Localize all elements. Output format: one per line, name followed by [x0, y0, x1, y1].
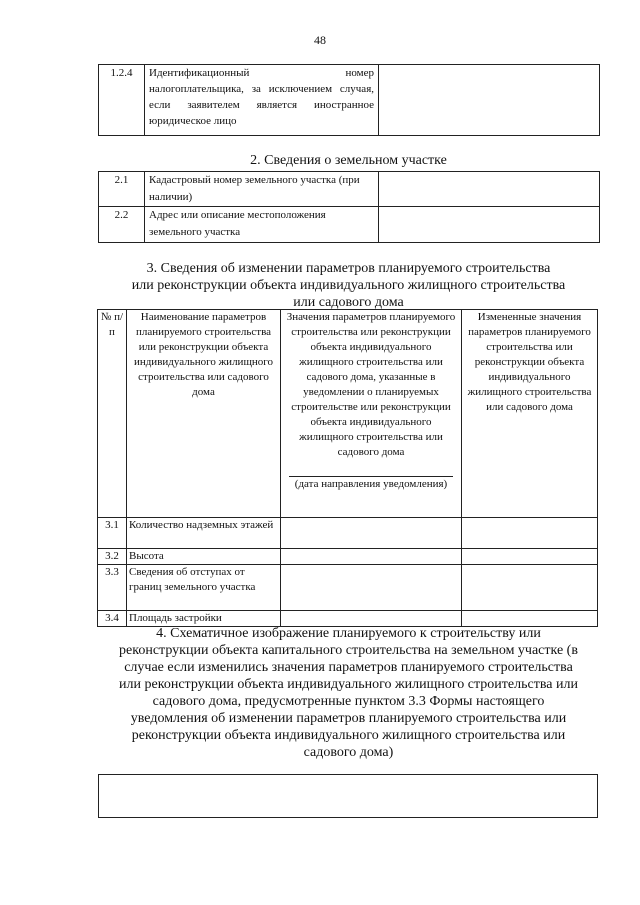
- row-value-field[interactable]: [379, 172, 600, 207]
- section-3-title: [98, 260, 599, 311]
- section-3-title-line: или реконструкции объекта индивидуального жилищного строительства: [131, 278, 566, 293]
- table-parameter-changes: [97, 309, 598, 627]
- row-number: 1.2.4: [99, 65, 145, 136]
- row-new-value-field[interactable]: [462, 518, 598, 549]
- table-applicant-tin: [98, 64, 600, 136]
- section-4-line: садового дома, предусмотренные пунктом 3.3 Формы настоящего: [152, 694, 545, 709]
- row-label: Сведения об отступах от границ земельного участка: [127, 565, 281, 611]
- row-number: 3.3: [98, 565, 127, 611]
- row-label: Высота: [127, 549, 281, 565]
- table-row: [98, 518, 598, 549]
- row-label: Адрес или описание местоположения земельного участка: [145, 207, 379, 243]
- row-number: 2.1: [99, 172, 145, 207]
- row-number: 3.1: [98, 518, 127, 549]
- header-parameter-name: Наименование параметров планируемого строительства или реконструкции объекта индивидуального жилищного строительства или садового дома: [127, 310, 281, 518]
- row-label: Площадь застройки: [127, 611, 281, 627]
- row-label: Идентификационный номер налогоплательщика, за исключением случая, если заявителем является иностранное юридическое лицо: [145, 65, 379, 136]
- row-value-field[interactable]: [379, 65, 600, 136]
- row-new-value-field[interactable]: [462, 549, 598, 565]
- header-original-values-text: Значения параметров планируемого строительства или реконструкции объекта индивидуального жилищного строительства или садового дома, указанные в уведомлении о планируемых строительстве или реконструкции объекта индивидуального жилищного строительства или садового дома: [286, 311, 456, 458]
- header-original-values: [281, 310, 462, 518]
- section-3-title-line: 3. Сведения об изменении параметров планируемого строительства: [146, 261, 551, 276]
- section-2-title: 2. Сведения о земельном участке: [250, 153, 447, 168]
- row-number: 3.2: [98, 549, 127, 565]
- table-row: [98, 565, 598, 611]
- section-4-line: случае если изменились значения параметров планируемого строительства: [124, 660, 573, 675]
- section-4-line: садового дома): [303, 745, 394, 760]
- row-label: Кадастровый номер земельного участка (при наличии): [145, 172, 379, 207]
- section-3-title-line: или садового дома: [293, 295, 404, 310]
- row-old-value-field[interactable]: [281, 549, 462, 565]
- date-caption: (дата направления уведомления): [294, 478, 448, 490]
- schematic-drawing-box[interactable]: [98, 774, 598, 818]
- row-value-field[interactable]: [379, 207, 600, 243]
- row-number: 3.4: [98, 611, 127, 627]
- section-4-line: или реконструкции объекта индивидуального жилищного строительства или: [119, 677, 578, 692]
- table-row: [99, 207, 600, 243]
- section-4-title: [98, 625, 599, 761]
- header-changed-values: Измененные значения параметров планируемого строительства или реконструкции объекта индивидуального жилищного строительства или садового дома: [462, 310, 598, 518]
- table-header-row: [98, 310, 598, 518]
- section-4-line: уведомления об изменении параметров планируемого строительства или: [130, 711, 567, 726]
- section-4-line: реконструкции объекта индивидуального жилищного строительства или: [131, 728, 566, 743]
- section-4-line: 4. Схематичное изображение планируемого к строительству или: [156, 626, 541, 641]
- table-row: [99, 172, 600, 207]
- page-number: 48: [314, 33, 326, 47]
- row-label: Количество надземных этажей: [127, 518, 281, 549]
- row-old-value-field[interactable]: [281, 565, 462, 611]
- row-number: 2.2: [99, 207, 145, 243]
- section-4-line: реконструкции объекта капитального строительства на земельном участке (в: [119, 643, 578, 658]
- table-row: [98, 549, 598, 565]
- row-new-value-field[interactable]: [462, 565, 598, 611]
- header-number: № п/п: [98, 310, 127, 518]
- table-land-plot: [98, 171, 600, 243]
- table-row: [99, 65, 600, 136]
- row-old-value-field[interactable]: [281, 518, 462, 549]
